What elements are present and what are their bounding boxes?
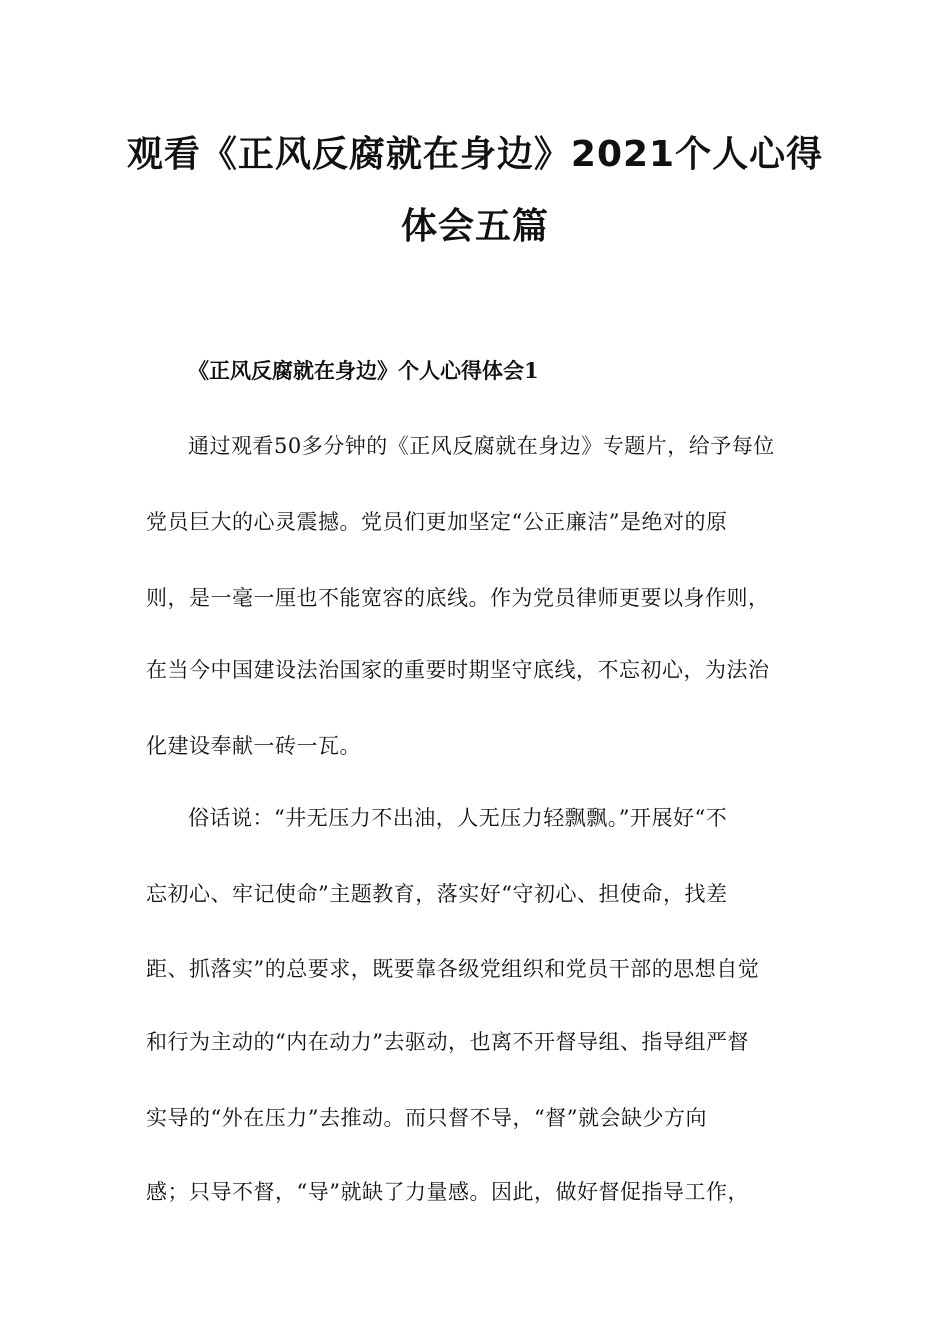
section-heading: 《正风反腐就在身边》个人心得体会1 [188,358,539,383]
paragraph-line: 忘初心、牢记使命”主题教育，落实好“守初心、担使命，找差 [146,882,728,906]
document-title-line-2: 体会五篇 [400,206,549,247]
paragraph-line: 党员巨大的心灵震撼。党员们更加坚定“公正廉洁”是绝对的原 [146,510,728,534]
paragraph-line: 感；只导不督，“导”就缺了力量感。因此，做好督促指导工作， [146,1180,749,1204]
document-title-line-1: 观看《正风反腐就在身边》2021个人心得 [126,134,824,175]
paragraph-line: 实导的“外在压力”去推动。而只督不导，“督”就会缺少方向 [146,1106,707,1130]
paragraph-line: 化建设奉献一砖一瓦。 [146,734,361,758]
paragraph-line: 和行为主动的“内在动力”去驱动，也离不开督导组、指导组严督 [146,1030,749,1054]
paragraph-line: 则，是一毫一厘也不能宽容的底线。作为党员律师更要以身作则， [146,586,770,610]
paragraph-line: 距、抓落实”的总要求，既要靠各级党组织和党员干部的思想自觉 [146,957,760,981]
paragraph-line: 俗话说：“井无压力不出油，人无压力轻飘飘。”开展好“不 [188,806,728,830]
paragraph-line: 在当今中国建设法治国家的重要时期坚守底线，不忘初心，为法治 [146,658,770,682]
paragraph-line: 通过观看50多分钟的《正风反腐就在身边》专题片，给予每位 [188,434,775,458]
